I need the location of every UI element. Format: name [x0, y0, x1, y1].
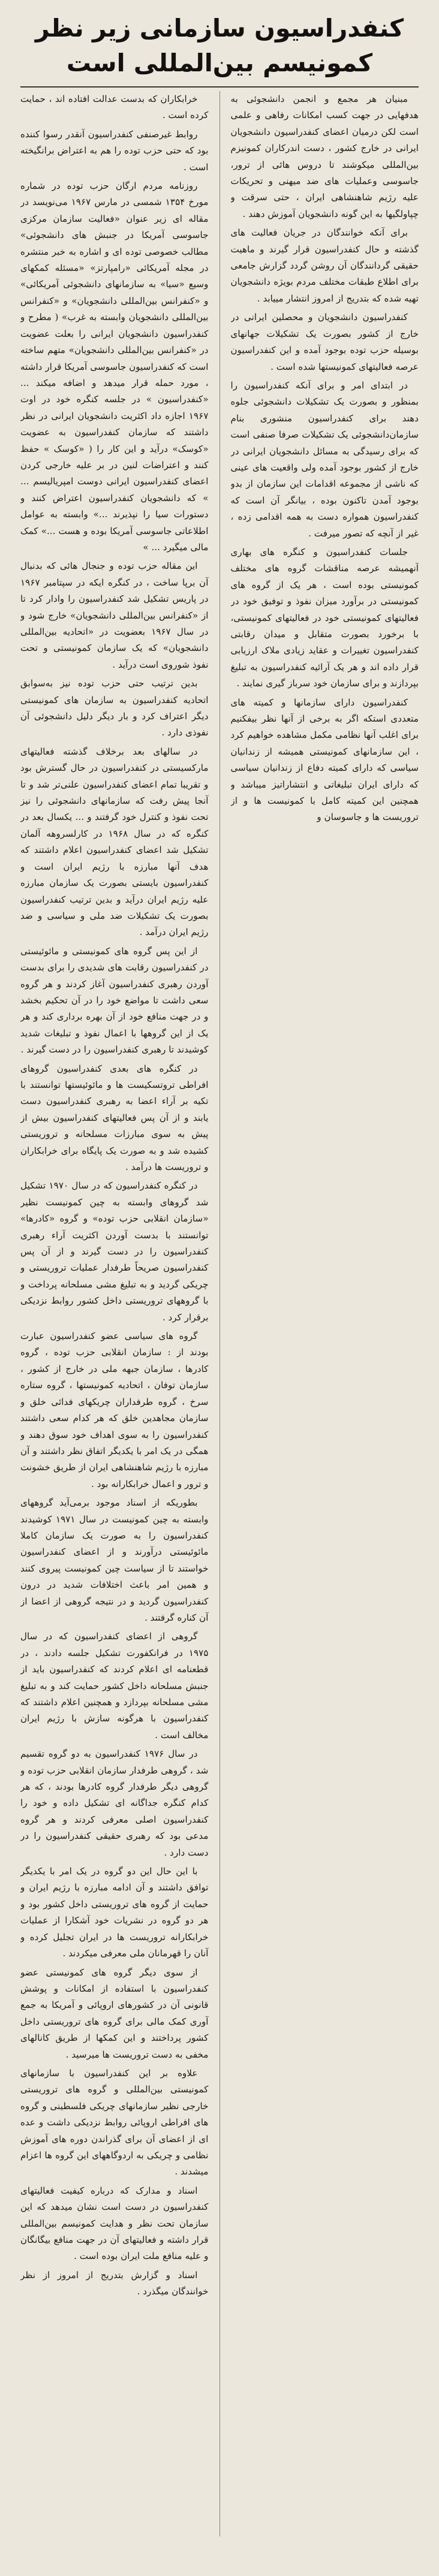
article-paragraph: این مقاله حزب توده و جنجال هائی که بدنبال آن برپا ساخت ، در کنگره ایکه در سپتامبر ۱۹۶۷ در پاریس تشکیل شد کنفدراسیون را وادار کرد تا از «کنفرانس بین‌المللی دانشجویان» خارج شود و در سال ۱۹۶۷ بعضویت در «اتحادیه بین‌المللی دانشجویان» که یک سازمان کمونیستی و تحت نفوذ شوروی است درآید . [20, 560, 209, 670]
article-paragraph: در ابتدای امر و برای آنکه کنفدراسیون را بمنظور و بصورت یک تشکیلات دانشجوئی جلوه دهند برای کنفدراسیون منشوری بنام سازمان‌دانشجوئی یک تشکیلات صرفا صنفی است که برای رسیدگی به مسائل دانشجویان ایرانی در خارج از کشور بوجود آمده ولی واقعیت های عینی که ناشی از مجموعه اقدامات این سازمان از بدو بوجود آمدن تاکنون بوده ، بیانگر آن است که کنفدراسیون همواره دست به همه اقدامی زده ، غیر از آنچه که تصور میرفت . [230, 379, 419, 539]
article-paragraph: اسناد و مدارک که درباره کیفیت فعالیتهای کنفدراسیون در دست است نشان میدهد که این سازمان تحت نظر و هدایت کمونیسم بین‌المللی قرار داشته و فعالیتهای آن در جهت منافع بیگانگان و علیه منافع ملت ایران بوده است . [20, 2185, 209, 2262]
article-paragraph: مبنیان هر مجمع و انجمن دانشجوئی به هدفهایی در جهت کسب امکانات رفاهی و علمی است لکن درمیان اعضای کنفدراسیون دانشجویان ایرانی در خارج کشور ، دست اندرکاران کمونیزم بین‌المللی میکوشند تا دروس هائی از ترور، جاسوسی وعملیات های ضد میهنی و تحریکات علیه رژیم شاهنشاهی ایران ، حتی سرقت و چپاولگیها به این گونه دانشجویان آموزش دهند . [230, 93, 419, 219]
article-paragraph: خرابکاران که بدست عدالت افتاده اند ، حمایت کرده است . [20, 93, 209, 121]
article-paragraph: در سال ۱۹۷۶ کنفدراسیون به دو گروه تقسیم شد ، گروهی طرفدار سازمان انقلابی حزب توده و گروهی دیگر طرفدار گروه کادرها بودند ، که هر کدام کنگره جداگانه ای تشکیل داده و خود را کنفدراسیون اصلی معرفی کردند و هر گروه مدعی بود که رهبری حقیقی کنفدراسیون را در دست دارد . [20, 1748, 209, 1858]
article-column-right [231, 91, 419, 1913]
headline: کنفدراسیون سازمانی زیر نظر کمونیسم بین‌المللی است [20, 11, 419, 88]
article-paragraph: در سالهای بعد برخلاف گذشته فعالیتهای مارکسیستی در کنفدراسیون در حال گسترش بود و تقریبا تمام اعضای کنفدراسیون علنی‌تر شد و تا آنجا پیش رفت که سازمانهای دانشجوئی را نیز تحت نفوذ و کنترل خود گرفتند و ... یکسال بعد در کنگره که در سال ۱۹۶۸ در کارلسروهه آلمان تشکیل شد اعضای کنفدراسیون اعلام داشتند که هدف آنها مبارزه با رژیم ایران است و کنفدراسیون بایستی بصورت یک سازمان مبارزه علیه رژیم ایران درآید و بدین ترتیب کنفدراسیون بصورت یک تشکیلات ضد ملی و سیاسی و ضد رژیم ایران درآمد . [20, 746, 209, 938]
article-paragraph: گروهی از اعضای کنفدراسیون که در سال ۱۹۷۵ در فرانکفورت تشکیل جلسه دادند ، در قطعنامه ای اعلام کردند که کنفدراسیون باید از جنبش مسلحانه داخل کشور حمایت کند و به تبلیغ مشی مسلحانه بپردازد و همچنین اعلام داشتند که کنفدراسیون با هرگونه سازش با رژیم ایران مخالف است . [20, 1631, 209, 1741]
article-paragraph: از سوی دیگر گروه های کمونیستی عضو کنفدراسیون با استفاده از امکانات و پوشش قانونی آن در کشورهای اروپائی و آمریکا به جمع آوری کمک مالی برای گروه های تروریستی داخل کشور پرداختند و این کمکها از طریق کانالهای مخفی به دست تروریست ها میرسید . [20, 1966, 209, 2060]
article-paragraph: از این پس گروه های کمونیستی و مائوئیستی در کنفدراسیون رقابت های شدیدی را برای بدست آوردن رهبری کنفدراسیون آغاز کردند و هر گروه سعی داشت تا مواضع خود را در آن تحکیم بخشد و در جهت منافع خود از آن بهره برداری کند و هر یک از این گروهها با اعمال نفوذ و تبلیغات شدید کوشیدند تا رهبری کنفدراسیون را در دست گیرند . [20, 945, 209, 1055]
article-paragraph: گروه های سیاسی عضو کنفدراسیون عبارت بودند از : سازمان انقلابی حزب توده ، گروه کادرها ، سازمان جبهه ملی در خارج از کشور ، سازمان توفان ، اتحادیه کمونیستها ، گروه ستاره سرخ ، گروه طرفداران چریکهای فدائی خلق و سازمان مجاهدین خلق که هر کدام سعی داشتند کنفدراسیون را به سوی اهداف خود سوق دهند و همگی در یک امر با یکدیگر اتفاق نظر داشتند و آن مبارزه با رژیم شاهنشاهی ایران از طریق خشونت و ترور و اعمال خرابکارانه بود . [20, 1331, 209, 1489]
article-paragraph: جلسات کنفدراسیون و کنگره های بهاری آنهمیشه عرصه مناقشات گروه های مختلف کمونیستی بوده است ، هر یک از گروه های کمونیستی در برآورد میزان نفوذ و توفیق خود در فعالیتهای کمونیستی خود در فعالیتهای کمونیستی، با برخورد بصورت متقابل و میدان رقابتی کنفدراسیون تغییرات و عقاید زیادی ملاک ارزیابی قرار داده اند و هر یک آرائیه کنفدراسیون به تبلیغ بپردازند و برای سازمان خود سرباز گیری نمایند . [230, 546, 419, 689]
article-paragraph: بدین ترتیب حتی حزب توده نیز به‌سوابق اتحادیه کنفدراسیون به سازمان های کمونیستی دیگر اعتراف کرد و بار دیگر دلیل دانشجوئی آن نفوذی دارد . [20, 678, 209, 738]
article-paragraph: با این حال این دو گروه در یک امر با یکدیگر توافق داشتند و آن ادامه مبارزه با رژیم ایران و حمایت از گروه های تروریستی داخل کشور بود و هر دو گروه در نشریات خود آشکارا از عملیات خرابکارانه تروریست ها در ایران تجلیل کرده و آنان را قهرمانان ملی معرفی میکردند . [20, 1866, 209, 1959]
article-paragraph: بطوریکه از اسناد موجود برمی‌آید گروههای وابسته به چین کمونیست در سال ۱۹۷۱ کوشیدند کنفدراسیون را به صورت یک سازمان کاملا مائوئیستی درآورند و از اعضای کنفدراسیون خواستند تا از سیاست چین کمونیست پیروی کنند و همین امر باعث اختلافات شدید در درون کنفدراسیون گردید و در نتیجه گروهی از اعضا از آن کناره گرفتند . [20, 1497, 209, 1623]
article-paragraph: کنفدراسیون دارای سازمانها و کمیته های متعددی استکه اگر به برخی از آنها نظر بیفکنیم برای اغلب آنها نظامی مکمل مشاهده خواهیم کرد ، این سازمانهای کمونیستی همیشه از زندانیان سیاسی که دارای کمیته دفاع از زندانیان سیاسی که دارای ایران تبلیغاتی و انتشاراتیز میباشد و همچنین این کمیته کامل با کمونیست ها و از تروریست ها و جاسوسان و [230, 696, 419, 823]
article-paragraph: اسناد و گزارش بتدریج از امروز از نظر خوانندگان میگذرد . [20, 2269, 209, 2297]
article-columns [20, 91, 419, 2536]
article-paragraph: کنفدراسیون دانشجویان و محصلین ایرانی در خارج از کشور بصورت یک تشکیلات جهانهای بوسیله حزب توده بوجود آمده و این کنفدراسیون عرصه فعالیتهای کمونیستها شده است . [230, 312, 419, 372]
article-paragraph: برای آنکه خوانندگان در جریان فعالیت های گذشته و حال کنفدراسیون قرار گیرند و ماهیت حقیقی گردانندگان آن روشن گردد گزارش جامعی برای اطلاع طبقات مختلف مردم بویژه دانشجویان تهیه شده که بتدریج از امروز انتشار مییابد . [230, 227, 419, 304]
article-paragraph: روابط غیرصنفی کنفدراسیون آنقدر رسوا کننده بود که حتی حزب توده را هم به اعتراض برانگیخته است . [20, 128, 209, 173]
article-column-left [20, 91, 209, 2536]
article-paragraph: در کنگره های بعدی کنفدراسیون گروهای افراطی تروتسکیست ها و مائوئیستها توانستند با تکیه بر آراء اعضا به رهبری کنفدراسیون دست یابند و از آن پس فعالیتهای کنفدراسیون بیش از پیش به سوی مبارزات مسلحانه و تروریستی کشیده شد و به صورت یک پایگاه برای خرابکاران و تروریست ها درآمد . [20, 1063, 209, 1172]
article-paragraph: روزنامه مردم ارگان حزب توده در شماره مورخ ۱۳۵۴ شمسی در مارس ۱۹۶۷ می‌نویسد در مقاله ای زیر عنوان «فعالیت سازمان مرکزی جاسوسی آمریکا در جنبش های دانشجوئی» مطالب خصوصی توده ای و اشاره به خبر منتشره در مجله آمریکائی «رامپارتز» «مسئله کمکهای وسیع «سیا» به سازمانهای دانشجوئی آمریکائی» و «کنفرانس بین‌المللی دانشجویان» و «کنفرانس بین‌المللی دانشجویان وابسته به غرب» ( مطرح و کنفدراسیون دانشجویان ایرانی را بعلت عضویت در «کنفرانس بین‌المللی دانشجویان» متهم ساخته است که کنفدراسیون جاسوسی آمریکا قرار داشته ، مورد حمله قرار میدهد و اضافه میکند ... «کنفدراسیون » در جلسه کنگره خود در اوت ۱۹۶۷ اجازه داد اکثریت دانشجویان ایرانی در نظر داشتند که سازمان کنفدراسیون به عضویت «کوسک» درآید و این کار را ( «کوسک » حفظ کنند و اعتراضات لنین در بر علیه خارجی کردن اعضای کنفدراسیون ایرانی دوست امپریالیسم ... » که دانشجویان کنفدراسیون اعتراض کنند و دستورات سیا را نپذیرند ...» وابسته به عوامل اطلاعاتی جاسوسی آمریکا بوده و هست ...» کمک مالی میگیرد ... » [20, 180, 209, 553]
article-paragraph: علاوه بر این کنفدراسیون با سازمانهای کمونیستی بین‌المللی و گروه های تروریستی خارجی نظیر سازمانهای چریکی فلسطینی و گروه های افراطی اروپائی روابط نزدیکی داشت و عده ای از اعضای آن برای گذراندن دوره های آموزش نظامی و چریکی به اردوگاههای این گروه ها اعزام میشدند . [20, 2067, 209, 2177]
article-paragraph: در کنگره کنفدراسیون که در سال ۱۹۷۰ تشکیل شد گروهای وابسته به چین کمونیست نظیر «سازمان انقلابی حزب توده» و گروه «کادرها» توانستند با بدست آوردن اکثریت آراء رهبری کنفدراسیون را در دست گیرند و از آن پس کنفدراسیون صریحاً طرفدار عملیات تروریستی و چریکی گردید و به تبلیغ مشی مسلحانه پرداخت و با گروههای تروریستی داخل کشور روابط نزدیکی برقرار کرد . [20, 1180, 209, 1323]
